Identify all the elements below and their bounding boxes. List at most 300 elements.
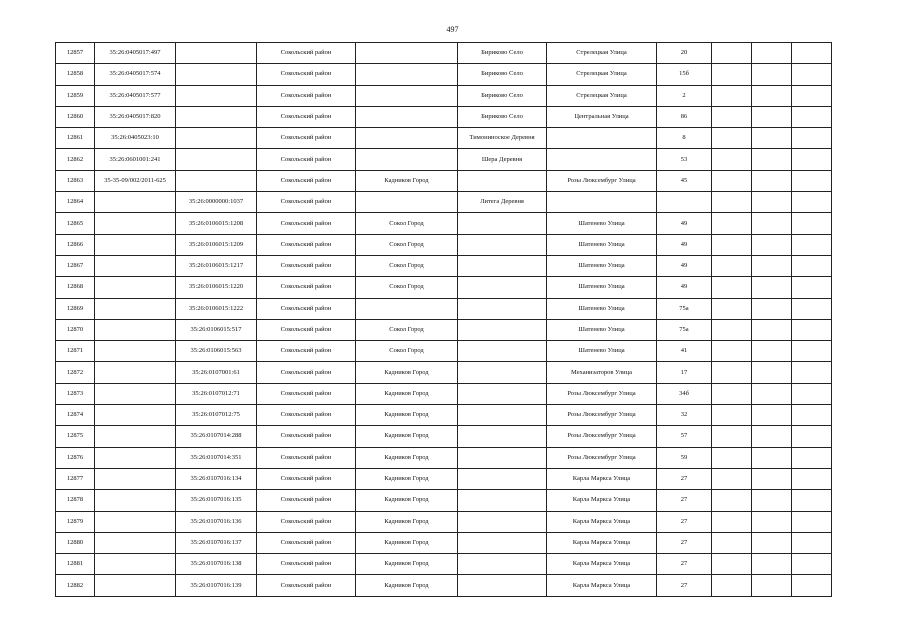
settlement-cell <box>458 490 547 511</box>
extra-cell-1 <box>712 319 752 340</box>
street-cell <box>547 128 657 149</box>
old-cadastral-number-cell <box>95 192 176 213</box>
old-cadastral-number-cell <box>95 341 176 362</box>
table-row <box>56 298 832 319</box>
extra-cell-1 <box>712 64 752 85</box>
cadastral-number-cell: 35:26:0106015:517 <box>176 319 257 340</box>
house-number-cell: 15б <box>657 64 712 85</box>
table-row <box>56 447 832 468</box>
extra-cell-1 <box>712 298 752 319</box>
street-cell: Шатенево Улица <box>547 341 657 362</box>
extra-cell-1 <box>712 405 752 426</box>
extra-cell-2 <box>752 64 792 85</box>
settlement-cell <box>458 319 547 340</box>
cadastral-number-cell: 35:26:0107016:134 <box>176 468 257 489</box>
street-cell: Стрелецкая Улица <box>547 64 657 85</box>
cadastral-number-cell: 35:26:0107014:351 <box>176 447 257 468</box>
street-cell: Шатенево Улица <box>547 213 657 234</box>
settlement-cell: Тимониноское Деревня <box>458 128 547 149</box>
extra-cell-2 <box>752 192 792 213</box>
house-number-cell: 45 <box>657 170 712 191</box>
house-number-cell: 17 <box>657 362 712 383</box>
house-number-cell: 27 <box>657 511 712 532</box>
settlement-cell <box>458 575 547 596</box>
extra-cell-2 <box>752 511 792 532</box>
old-cadastral-number-cell <box>95 362 176 383</box>
city-cell: Кадников Город <box>356 554 458 575</box>
table-row <box>56 532 832 553</box>
page-number: 497 <box>446 25 459 34</box>
settlement-cell <box>458 426 547 447</box>
district-cell: Сокольский район <box>257 362 356 383</box>
record-number-cell: 12858 <box>56 64 95 85</box>
extra-cell-2 <box>752 490 792 511</box>
district-cell: Сокольский район <box>257 277 356 298</box>
city-cell: Кадников Город <box>356 532 458 553</box>
old-cadastral-number-cell <box>95 426 176 447</box>
cadastral-number-cell <box>176 64 257 85</box>
extra-cell-1 <box>712 43 752 64</box>
old-cadastral-number-cell <box>95 405 176 426</box>
district-cell: Сокольский район <box>257 106 356 127</box>
extra-cell-3 <box>792 447 832 468</box>
extra-cell-2 <box>752 85 792 106</box>
extra-cell-1 <box>712 447 752 468</box>
cadastral-number-cell: 35:26:0107012:71 <box>176 383 257 404</box>
cadastral-number-cell: 35:26:0107001:61 <box>176 362 257 383</box>
settlement-cell <box>458 554 547 575</box>
cadastral-number-cell <box>176 149 257 170</box>
house-number-cell: 32 <box>657 405 712 426</box>
table-row <box>56 85 832 106</box>
extra-cell-2 <box>752 554 792 575</box>
cadastral-number-cell: 35:26:0107016:136 <box>176 511 257 532</box>
extra-cell-2 <box>752 319 792 340</box>
city-cell: Сокол Город <box>356 341 458 362</box>
cadastral-number-cell: 35:26:0107016:135 <box>176 490 257 511</box>
extra-cell-2 <box>752 43 792 64</box>
table-row <box>56 64 832 85</box>
house-number-cell <box>657 192 712 213</box>
extra-cell-1 <box>712 128 752 149</box>
extra-cell-2 <box>752 298 792 319</box>
settlement-cell: Литега Деревня <box>458 192 547 213</box>
district-cell: Сокольский район <box>257 383 356 404</box>
record-number-cell: 12881 <box>56 554 95 575</box>
house-number-cell: 75а <box>657 298 712 319</box>
old-cadastral-number-cell <box>95 575 176 596</box>
cadastral-number-cell: 35:26:0106015:1220 <box>176 277 257 298</box>
old-cadastral-number-cell: 35:26:0405017:574 <box>95 64 176 85</box>
extra-cell-2 <box>752 170 792 191</box>
street-cell: Шатенево Улица <box>547 298 657 319</box>
house-number-cell: 59 <box>657 447 712 468</box>
old-cadastral-number-cell <box>95 298 176 319</box>
street-cell: Шатенево Улица <box>547 255 657 276</box>
extra-cell-2 <box>752 575 792 596</box>
house-number-cell: 27 <box>657 490 712 511</box>
cadastral-number-cell: 35:26:0107016:139 <box>176 575 257 596</box>
old-cadastral-number-cell <box>95 468 176 489</box>
record-number-cell: 12864 <box>56 192 95 213</box>
extra-cell-3 <box>792 149 832 170</box>
district-cell: Сокольский район <box>257 575 356 596</box>
extra-cell-3 <box>792 85 832 106</box>
cadastral-number-cell: 35:26:0106015:1209 <box>176 234 257 255</box>
city-cell: Кадников Город <box>356 575 458 596</box>
house-number-cell: 49 <box>657 255 712 276</box>
extra-cell-2 <box>752 106 792 127</box>
house-number-cell: 86 <box>657 106 712 127</box>
old-cadastral-number-cell <box>95 213 176 234</box>
extra-cell-3 <box>792 234 832 255</box>
street-cell: Карла Маркса Улица <box>547 575 657 596</box>
street-cell: Розы Люксембург Улица <box>547 405 657 426</box>
record-number-cell: 12865 <box>56 213 95 234</box>
extra-cell-1 <box>712 234 752 255</box>
record-number-cell: 12873 <box>56 383 95 404</box>
district-cell: Сокольский район <box>257 234 356 255</box>
extra-cell-2 <box>752 128 792 149</box>
street-cell: Стрелецкая Улица <box>547 85 657 106</box>
cadastral-number-cell <box>176 85 257 106</box>
record-number-cell: 12861 <box>56 128 95 149</box>
city-cell: Сокол Город <box>356 213 458 234</box>
house-number-cell: 8 <box>657 128 712 149</box>
table-row <box>56 43 832 64</box>
extra-cell-3 <box>792 341 832 362</box>
old-cadastral-number-cell: 35:26:0405017:497 <box>95 43 176 64</box>
settlement-cell: Шера Деревня <box>458 149 547 170</box>
city-cell <box>356 149 458 170</box>
record-number-cell: 12877 <box>56 468 95 489</box>
city-cell <box>356 64 458 85</box>
table-row <box>56 426 832 447</box>
registry-table <box>55 42 832 597</box>
cadastral-number-cell: 35:26:0106015:1208 <box>176 213 257 234</box>
old-cadastral-number-cell <box>95 255 176 276</box>
old-cadastral-number-cell: 35:26:0405023:10 <box>95 128 176 149</box>
district-cell: Сокольский район <box>257 149 356 170</box>
city-cell <box>356 298 458 319</box>
extra-cell-3 <box>792 64 832 85</box>
street-cell: Розы Люксембург Улица <box>547 426 657 447</box>
extra-cell-3 <box>792 554 832 575</box>
extra-cell-2 <box>752 468 792 489</box>
record-number-cell: 12882 <box>56 575 95 596</box>
street-cell: Стрелецкая Улица <box>547 43 657 64</box>
extra-cell-3 <box>792 213 832 234</box>
street-cell: Центральная Улица <box>547 106 657 127</box>
settlement-cell <box>458 298 547 319</box>
extra-cell-1 <box>712 341 752 362</box>
settlement-cell: Бириково Село <box>458 43 547 64</box>
record-number-cell: 12880 <box>56 532 95 553</box>
settlement-cell: Бириково Село <box>458 85 547 106</box>
district-cell: Сокольский район <box>257 64 356 85</box>
record-number-cell: 12862 <box>56 149 95 170</box>
city-cell <box>356 106 458 127</box>
district-cell: Сокольский район <box>257 319 356 340</box>
street-cell: Розы Люксембург Улица <box>547 447 657 468</box>
registry-body <box>56 43 832 597</box>
extra-cell-2 <box>752 149 792 170</box>
house-number-cell: 27 <box>657 554 712 575</box>
settlement-cell: Бириково Село <box>458 106 547 127</box>
extra-cell-1 <box>712 575 752 596</box>
house-number-cell: 20 <box>657 43 712 64</box>
district-cell: Сокольский район <box>257 43 356 64</box>
extra-cell-2 <box>752 362 792 383</box>
street-cell: Карла Маркса Улица <box>547 490 657 511</box>
extra-cell-3 <box>792 468 832 489</box>
table-row <box>56 213 832 234</box>
table-row <box>56 341 832 362</box>
cadastral-number-cell <box>176 128 257 149</box>
cadastral-number-cell: 35:26:0106015:1222 <box>176 298 257 319</box>
city-cell <box>356 43 458 64</box>
old-cadastral-number-cell <box>95 277 176 298</box>
settlement-cell <box>458 234 547 255</box>
cadastral-number-cell <box>176 43 257 64</box>
house-number-cell: 49 <box>657 234 712 255</box>
district-cell: Сокольский район <box>257 341 356 362</box>
district-cell: Сокольский район <box>257 405 356 426</box>
table-row <box>56 234 832 255</box>
extra-cell-2 <box>752 234 792 255</box>
table-row <box>56 128 832 149</box>
record-number-cell: 12876 <box>56 447 95 468</box>
extra-cell-3 <box>792 277 832 298</box>
district-cell: Сокольский район <box>257 213 356 234</box>
record-number-cell: 12859 <box>56 85 95 106</box>
street-cell: Карла Маркса Улица <box>547 468 657 489</box>
district-cell: Сокольский район <box>257 532 356 553</box>
extra-cell-3 <box>792 170 832 191</box>
city-cell: Кадников Город <box>356 383 458 404</box>
settlement-cell <box>458 170 547 191</box>
extra-cell-1 <box>712 85 752 106</box>
city-cell: Сокол Город <box>356 234 458 255</box>
extra-cell-1 <box>712 554 752 575</box>
table-row <box>56 170 832 191</box>
table-row <box>56 554 832 575</box>
table-row <box>56 362 832 383</box>
table-row <box>56 277 832 298</box>
extra-cell-1 <box>712 106 752 127</box>
house-number-cell: 75а <box>657 319 712 340</box>
extra-cell-3 <box>792 106 832 127</box>
old-cadastral-number-cell <box>95 234 176 255</box>
record-number-cell: 12879 <box>56 511 95 532</box>
extra-cell-1 <box>712 468 752 489</box>
record-number-cell: 12869 <box>56 298 95 319</box>
extra-cell-3 <box>792 362 832 383</box>
city-cell: Кадников Город <box>356 511 458 532</box>
settlement-cell: Бириково Село <box>458 64 547 85</box>
extra-cell-1 <box>712 383 752 404</box>
old-cadastral-number-cell: 35:26:0405017:577 <box>95 85 176 106</box>
house-number-cell: 41 <box>657 341 712 362</box>
extra-cell-2 <box>752 447 792 468</box>
extra-cell-2 <box>752 532 792 553</box>
city-cell: Сокол Город <box>356 255 458 276</box>
settlement-cell <box>458 383 547 404</box>
extra-cell-3 <box>792 43 832 64</box>
district-cell: Сокольский район <box>257 490 356 511</box>
district-cell: Сокольский район <box>257 85 356 106</box>
table-row <box>56 319 832 340</box>
extra-cell-3 <box>792 511 832 532</box>
record-number-cell: 12871 <box>56 341 95 362</box>
settlement-cell <box>458 213 547 234</box>
district-cell: Сокольский район <box>257 447 356 468</box>
city-cell: Кадников Город <box>356 426 458 447</box>
extra-cell-2 <box>752 341 792 362</box>
street-cell <box>547 149 657 170</box>
extra-cell-2 <box>752 426 792 447</box>
record-number-cell: 12863 <box>56 170 95 191</box>
city-cell: Кадников Город <box>356 170 458 191</box>
extra-cell-1 <box>712 426 752 447</box>
city-cell: Кадников Город <box>356 490 458 511</box>
extra-cell-3 <box>792 426 832 447</box>
extra-cell-2 <box>752 255 792 276</box>
house-number-cell: 2 <box>657 85 712 106</box>
settlement-cell <box>458 277 547 298</box>
settlement-cell <box>458 362 547 383</box>
old-cadastral-number-cell <box>95 490 176 511</box>
city-cell: Сокол Город <box>356 277 458 298</box>
district-cell: Сокольский район <box>257 468 356 489</box>
table-row <box>56 468 832 489</box>
cadastral-number-cell: 35:26:0107016:137 <box>176 532 257 553</box>
extra-cell-3 <box>792 490 832 511</box>
city-cell: Сокол Город <box>356 319 458 340</box>
table-row <box>56 192 832 213</box>
street-cell: Розы Люксембург Улица <box>547 170 657 191</box>
extra-cell-1 <box>712 149 752 170</box>
district-cell: Сокольский район <box>257 128 356 149</box>
extra-cell-3 <box>792 192 832 213</box>
old-cadastral-number-cell <box>95 532 176 553</box>
record-number-cell: 12872 <box>56 362 95 383</box>
house-number-cell: 49 <box>657 213 712 234</box>
extra-cell-2 <box>752 213 792 234</box>
settlement-cell <box>458 255 547 276</box>
table-row <box>56 149 832 170</box>
street-cell: Шатенево Улица <box>547 277 657 298</box>
cadastral-number-cell: 35:26:0107014:288 <box>176 426 257 447</box>
settlement-cell <box>458 341 547 362</box>
extra-cell-2 <box>752 383 792 404</box>
table-row <box>56 405 832 426</box>
extra-cell-2 <box>752 277 792 298</box>
record-number-cell: 12874 <box>56 405 95 426</box>
city-cell <box>356 85 458 106</box>
city-cell: Кадников Город <box>356 405 458 426</box>
table-row <box>56 490 832 511</box>
record-number-cell: 12878 <box>56 490 95 511</box>
settlement-cell <box>458 511 547 532</box>
cadastral-number-cell: 35:26:0000000:1037 <box>176 192 257 213</box>
record-number-cell: 12857 <box>56 43 95 64</box>
old-cadastral-number-cell <box>95 447 176 468</box>
record-number-cell: 12875 <box>56 426 95 447</box>
extra-cell-2 <box>752 405 792 426</box>
extra-cell-3 <box>792 405 832 426</box>
table-row <box>56 383 832 404</box>
record-number-cell: 12860 <box>56 106 95 127</box>
record-number-cell: 12868 <box>56 277 95 298</box>
old-cadastral-number-cell <box>95 554 176 575</box>
extra-cell-3 <box>792 298 832 319</box>
extra-cell-1 <box>712 277 752 298</box>
street-cell: Карла Маркса Улица <box>547 511 657 532</box>
city-cell: Кадников Город <box>356 447 458 468</box>
cadastral-number-cell: 35:26:0106015:563 <box>176 341 257 362</box>
city-cell: Кадников Город <box>356 468 458 489</box>
cadastral-number-cell: 35:26:0107012:75 <box>176 405 257 426</box>
settlement-cell <box>458 532 547 553</box>
house-number-cell: 27 <box>657 575 712 596</box>
street-cell: Шатенево Улица <box>547 319 657 340</box>
extra-cell-1 <box>712 490 752 511</box>
extra-cell-1 <box>712 362 752 383</box>
extra-cell-3 <box>792 128 832 149</box>
table-row <box>56 575 832 596</box>
district-cell: Сокольский район <box>257 192 356 213</box>
street-cell: Розы Люксембург Улица <box>547 383 657 404</box>
house-number-cell: 27 <box>657 468 712 489</box>
district-cell: Сокольский район <box>257 255 356 276</box>
extra-cell-1 <box>712 511 752 532</box>
extra-cell-1 <box>712 213 752 234</box>
cadastral-number-cell: 35:26:0106015:1217 <box>176 255 257 276</box>
extra-cell-3 <box>792 575 832 596</box>
street-cell: Карла Маркса Улица <box>547 532 657 553</box>
record-number-cell: 12866 <box>56 234 95 255</box>
house-number-cell: 57 <box>657 426 712 447</box>
settlement-cell <box>458 447 547 468</box>
district-cell: Сокольский район <box>257 170 356 191</box>
cadastral-number-cell <box>176 106 257 127</box>
settlement-cell <box>458 405 547 426</box>
record-number-cell: 12870 <box>56 319 95 340</box>
old-cadastral-number-cell <box>95 383 176 404</box>
city-cell: Кадников Город <box>356 362 458 383</box>
old-cadastral-number-cell: 35:26:0601001:241 <box>95 149 176 170</box>
district-cell: Сокольский район <box>257 298 356 319</box>
house-number-cell: 49 <box>657 277 712 298</box>
extra-cell-3 <box>792 532 832 553</box>
extra-cell-1 <box>712 170 752 191</box>
city-cell <box>356 128 458 149</box>
record-number-cell: 12867 <box>56 255 95 276</box>
house-number-cell: 27 <box>657 532 712 553</box>
old-cadastral-number-cell <box>95 319 176 340</box>
street-cell: Механизаторов Улица <box>547 362 657 383</box>
district-cell: Сокольский район <box>257 554 356 575</box>
house-number-cell: 53 <box>657 149 712 170</box>
district-cell: Сокольский район <box>257 511 356 532</box>
old-cadastral-number-cell: 35-35-09/002/2011-625 <box>95 170 176 191</box>
house-number-cell: 34б <box>657 383 712 404</box>
extra-cell-1 <box>712 192 752 213</box>
street-cell: Карла Маркса Улица <box>547 554 657 575</box>
table-row <box>56 511 832 532</box>
extra-cell-3 <box>792 383 832 404</box>
